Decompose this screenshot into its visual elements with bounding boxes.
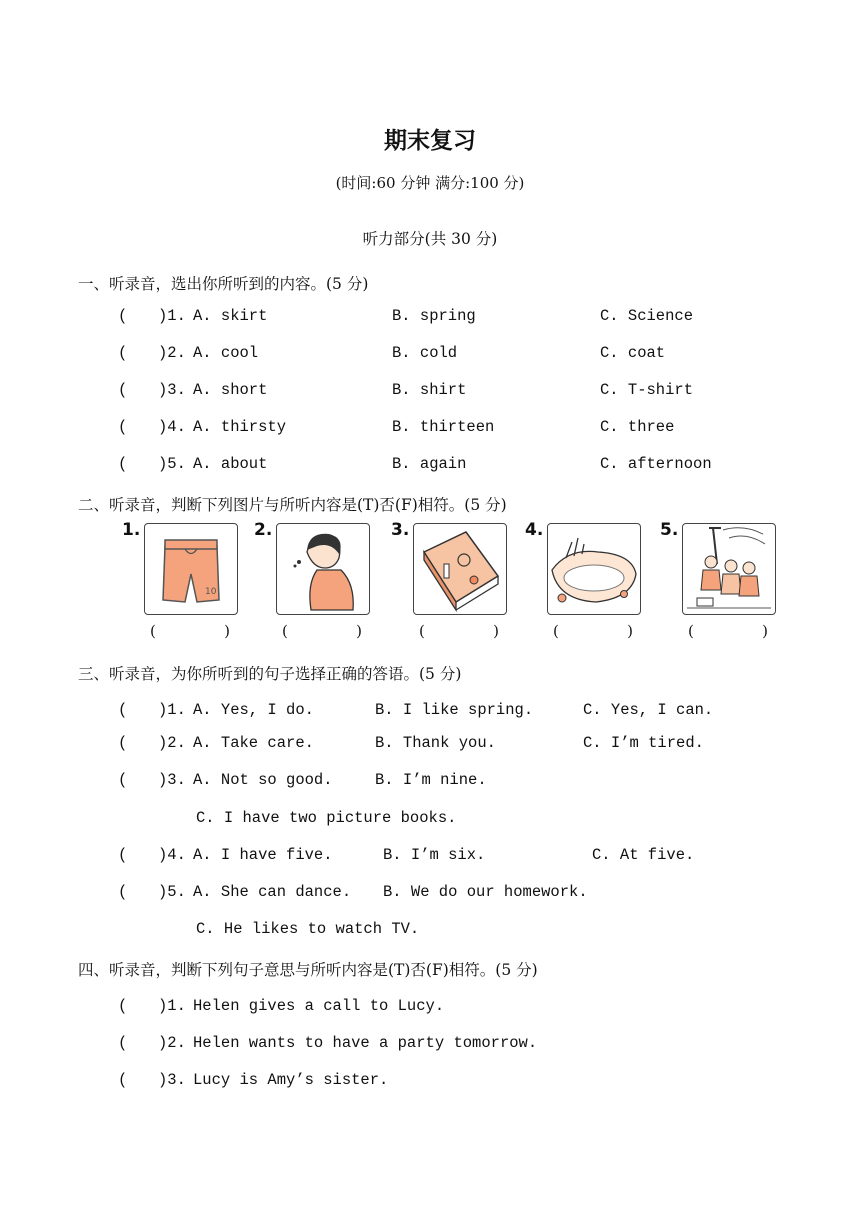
picture-number: 5. — [660, 520, 679, 540]
answer-blank[interactable]: ( — [118, 883, 128, 901]
science-book-icon — [413, 523, 507, 615]
item-number: )3. — [158, 1071, 186, 1089]
section-1-heading: 一、听录音，选出你所听到的内容。(5 分) — [78, 275, 369, 293]
section-3-heading: 三、听录音，为你所听到的句子选择正确的答语。(5 分) — [78, 665, 462, 683]
shorts-icon — [144, 523, 238, 615]
answer-blank[interactable]: ( — [118, 381, 128, 399]
item-number: )1. — [158, 307, 186, 325]
option-c: C. Yes, I can. — [583, 701, 714, 719]
answer-blank[interactable]: ( ) — [419, 622, 499, 640]
item-number: )3. — [158, 771, 186, 789]
statement-text: Helen wants to have a party tomorrow. — [193, 1034, 538, 1052]
option-c: C. At five. — [592, 846, 695, 864]
picture-item-4 — [523, 518, 649, 648]
item-number: )4. — [158, 418, 186, 436]
picture-item-2 — [252, 518, 378, 648]
picture-item-1 — [120, 518, 246, 648]
picnic-children-icon — [682, 523, 776, 615]
pond-icon — [547, 523, 641, 615]
page-title: 期末复习 — [384, 128, 476, 154]
option-a: A. Yes, I do. — [193, 701, 314, 719]
item-number: )5. — [158, 883, 186, 901]
option-c: C. T-shirt — [600, 381, 694, 399]
option-b: B. cold — [392, 344, 458, 362]
picture-number: 3. — [391, 520, 410, 540]
picture-item-3 — [389, 518, 515, 648]
item-number: )4. — [158, 846, 186, 864]
option-a: A. Not so good. — [193, 771, 333, 789]
option-b: B. We do our homework. — [383, 883, 588, 901]
item-number: )1. — [158, 701, 186, 719]
item-number: )5. — [158, 455, 186, 473]
answer-blank[interactable]: ( — [118, 455, 128, 473]
option-b: B. Thank you. — [375, 734, 496, 752]
item-number: )2. — [158, 734, 186, 752]
picture-number: 4. — [525, 520, 544, 540]
item-number: )2. — [158, 1034, 186, 1052]
answer-blank[interactable]: ( — [118, 307, 128, 325]
answer-blank[interactable]: ( ) — [282, 622, 362, 640]
exam-info: (时间:60 分钟 满分:100 分) — [335, 174, 525, 192]
option-a: A. thirsty — [193, 418, 287, 436]
svg-text:10: 10 — [205, 587, 217, 597]
answer-blank[interactable]: ( — [118, 701, 128, 719]
option-b: B. shirt — [392, 381, 467, 399]
picture-number: 2. — [254, 520, 273, 540]
option-a: A. She can dance. — [193, 883, 352, 901]
option-c: C. three — [600, 418, 675, 436]
answer-blank[interactable]: ( — [118, 734, 128, 752]
option-c: C. He likes to watch TV. — [196, 920, 420, 938]
statement-text: Helen gives a call to Lucy. — [193, 997, 445, 1015]
option-a: A. short — [193, 381, 268, 399]
option-c: C. I have two picture books. — [196, 809, 457, 827]
option-a: A. skirt — [193, 307, 268, 325]
option-b: B. thirteen — [392, 418, 495, 436]
statement-text: Lucy is Amy’s sister. — [193, 1071, 389, 1089]
item-number: )1. — [158, 997, 186, 1015]
option-b: B. I’m nine. — [375, 771, 487, 789]
answer-blank[interactable]: ( — [118, 344, 128, 362]
picture-item-5 — [658, 518, 784, 648]
section-2-heading: 二、听录音，判断下列图片与所听内容是(T)否(F)相符。(5 分) — [78, 496, 507, 514]
answer-blank[interactable]: ( ) — [553, 622, 633, 640]
option-b: B. I’m six. — [383, 846, 486, 864]
option-c: C. Science — [600, 307, 694, 325]
option-a: A. Take care. — [193, 734, 314, 752]
answer-blank[interactable]: ( — [118, 846, 128, 864]
option-c: C. coat — [600, 344, 666, 362]
option-a: A. I have five. — [193, 846, 333, 864]
answer-blank[interactable]: ( — [118, 771, 128, 789]
answer-blank[interactable]: ( ) — [688, 622, 768, 640]
answer-blank[interactable]: ( ) — [150, 622, 230, 640]
sick-boy-icon — [276, 523, 370, 615]
part-heading: 听力部分(共 30 分) — [362, 230, 498, 248]
option-a: A. cool — [193, 344, 259, 362]
option-c: C. I’m tired. — [583, 734, 704, 752]
picture-number: 1. — [122, 520, 141, 540]
option-b: B. spring — [392, 307, 476, 325]
option-a: A. about — [193, 455, 268, 473]
answer-blank[interactable]: ( — [118, 1071, 128, 1089]
answer-blank[interactable]: ( — [118, 418, 128, 436]
item-number: )3. — [158, 381, 186, 399]
option-b: B. again — [392, 455, 467, 473]
option-c: C. afternoon — [600, 455, 712, 473]
item-number: )2. — [158, 344, 186, 362]
answer-blank[interactable]: ( — [118, 1034, 128, 1052]
section-4-heading: 四、听录音，判断下列句子意思与所听内容是(T)否(F)相符。(5 分) — [78, 961, 538, 979]
answer-blank[interactable]: ( — [118, 997, 128, 1015]
option-b: B. I like spring. — [375, 701, 534, 719]
